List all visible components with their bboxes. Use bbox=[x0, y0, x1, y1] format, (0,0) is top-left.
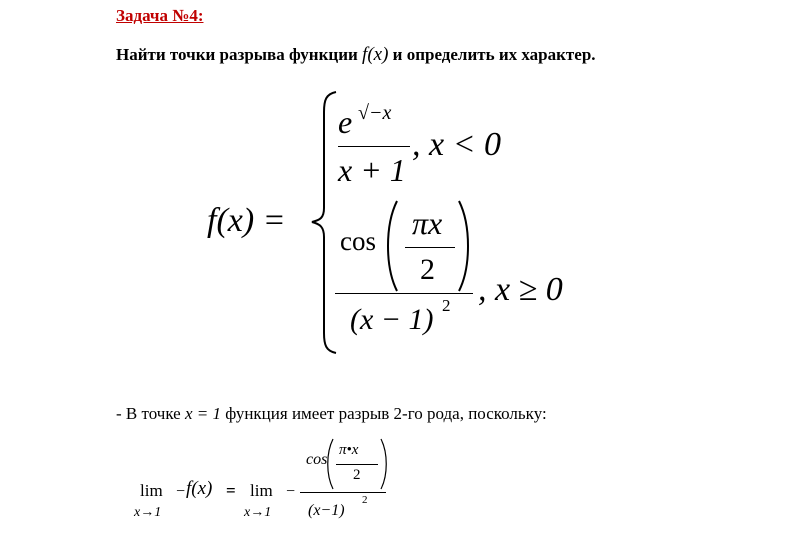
case2-arg-numerator: πx bbox=[412, 205, 443, 241]
limit-denominator: (x−1) bbox=[308, 502, 345, 519]
one-sided-marker-right: − bbox=[286, 483, 296, 500]
problem-statement bbox=[116, 44, 596, 66]
limit-cos: cos bbox=[306, 451, 328, 468]
statement-text-after: и определить их характер. bbox=[392, 45, 596, 64]
formula-lhs: f(x) = bbox=[207, 202, 286, 239]
explanation-prefix: - В точке bbox=[116, 404, 181, 423]
case2-arg-fraction-bar bbox=[405, 247, 455, 248]
limit-operator-right: lim bbox=[250, 481, 273, 500]
case2-cos: cos bbox=[340, 226, 376, 256]
limit-approach-right: x→1 bbox=[244, 505, 272, 520]
case2-condition: , x ≥ 0 bbox=[478, 271, 563, 308]
discontinuity-point: x = 1 bbox=[184, 404, 221, 423]
function-symbol: f(x) bbox=[362, 44, 389, 65]
case2-arg-denominator: 2 bbox=[420, 253, 435, 286]
limit-arg-denominator: 2 bbox=[353, 467, 361, 483]
case2-fraction-bar bbox=[335, 293, 473, 294]
explanation-line bbox=[116, 404, 547, 424]
case2-denominator-power: 2 bbox=[442, 296, 451, 315]
task-title: Задача №4: bbox=[116, 6, 204, 25]
explanation-suffix: функция имеет разрыв 2-го рода, поскольку: bbox=[225, 404, 547, 423]
exp-base: e bbox=[338, 104, 353, 140]
case1-denominator: x + 1 bbox=[338, 152, 406, 188]
limit-approach-left: x→1 bbox=[134, 505, 162, 520]
one-sided-marker-left: − bbox=[176, 483, 186, 500]
limit-fraction-bar bbox=[300, 492, 386, 493]
case1-numerator bbox=[338, 102, 392, 141]
exp-power: √−x bbox=[358, 102, 392, 124]
statement-text-before: Найти точки разрыва функции bbox=[116, 45, 358, 64]
limit-equals: = bbox=[226, 481, 236, 500]
case2-denominator: (x − 1) bbox=[350, 303, 434, 336]
limit-arg-numerator: π•x bbox=[339, 442, 359, 458]
case1-condition: , x < 0 bbox=[412, 126, 502, 163]
limit-operator-left: lim bbox=[140, 481, 163, 500]
limit-function: f(x) bbox=[186, 478, 213, 499]
case1-fraction-bar bbox=[338, 146, 410, 147]
limit-arg-fraction-bar bbox=[336, 464, 378, 465]
limit-denominator-power: 2 bbox=[362, 494, 368, 506]
